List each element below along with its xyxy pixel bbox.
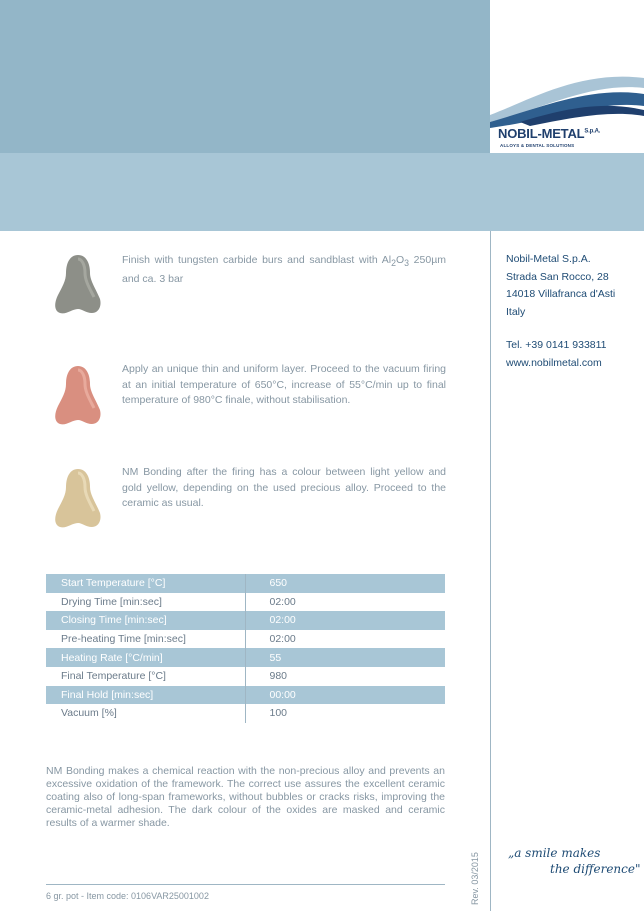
slogan-line-1: „a smile makes: [508, 846, 601, 860]
cap-sandblasted-image: [52, 253, 104, 317]
table-row: Vacuum [%] 100: [46, 704, 445, 723]
company-logo: [490, 0, 644, 153]
swoosh-graphic: [490, 60, 644, 130]
table-row: Pre-heating Time [min:sec] 02:00: [46, 630, 445, 649]
table-row: Drying Time [min:sec] 02:00: [46, 593, 445, 612]
contact-web[interactable]: www.nobilmetal.com: [506, 356, 602, 369]
table-row: Final Hold [min:sec] 00:00: [46, 686, 445, 705]
contact-country: Italy: [506, 305, 526, 318]
firing-table: [46, 574, 445, 723]
vertical-divider: [490, 231, 491, 911]
item-code: 6 gr. pot - Item code: 0106VAR25001002: [46, 891, 209, 901]
contact-block: [506, 251, 615, 372]
product-description: NM Bonding makes a chemical reaction with the non-precious alloy and prevents an excessive oxidation of the framework. The correct use assures the excellent ceramic coating also of long-span frameworks, without bubbles or cracks risks, improving the ceramic-metal adhesion. The dark colour of the oxides are masked and ceramic results of a warmer shade.: [46, 765, 445, 829]
contact-city: 14018 Villafranca d'Asti: [506, 288, 616, 300]
contact-phone: Tel. +39 0141 933811: [506, 339, 607, 351]
footer-divider: [46, 884, 445, 885]
contact-company: Nobil-Metal S.p.A.: [506, 253, 591, 265]
cap-fired-image: [52, 467, 104, 531]
title-band: [0, 153, 644, 231]
step-text: Finish with tungsten carbide burs and sandblast with $Al_2O_3$ 250µm and ca. 3 bar: [122, 254, 447, 285]
table-row: Closing Time [min:sec] 02:00: [46, 611, 445, 630]
table-row: Start Temperature [°C] 650: [46, 574, 445, 593]
contact-street: Strada San Rocco, 28: [506, 270, 609, 283]
table-row: Heating Rate [°C/min] 55: [46, 648, 445, 667]
step-text: NM Bonding after the firing has a colour between light yellow and gold yellow, depending on the used precious alloy. Proceed to the ceramic as usual.: [122, 466, 446, 509]
logo-wordmark: NOBIL-$METAL^{S.p.A.}$: [498, 126, 601, 141]
logo-tagline: ALLOYS & DENTAL SOLUTIONS: [500, 143, 575, 148]
cap-coated-image: [52, 364, 104, 428]
table-row: Final Temperature [°C] 980: [46, 667, 445, 686]
header-band: [0, 0, 490, 153]
slogan-line-2: the difference": [550, 862, 641, 876]
step-text: Apply an unique thin and uniform layer. Proceed to the vacuum firing at an initial temperature of 650°C, increase of 55°C/min up to final temperature of 980°C finale, without stabilisation.: [122, 363, 446, 406]
revision-label: Rev. 03/2015: [470, 852, 480, 905]
